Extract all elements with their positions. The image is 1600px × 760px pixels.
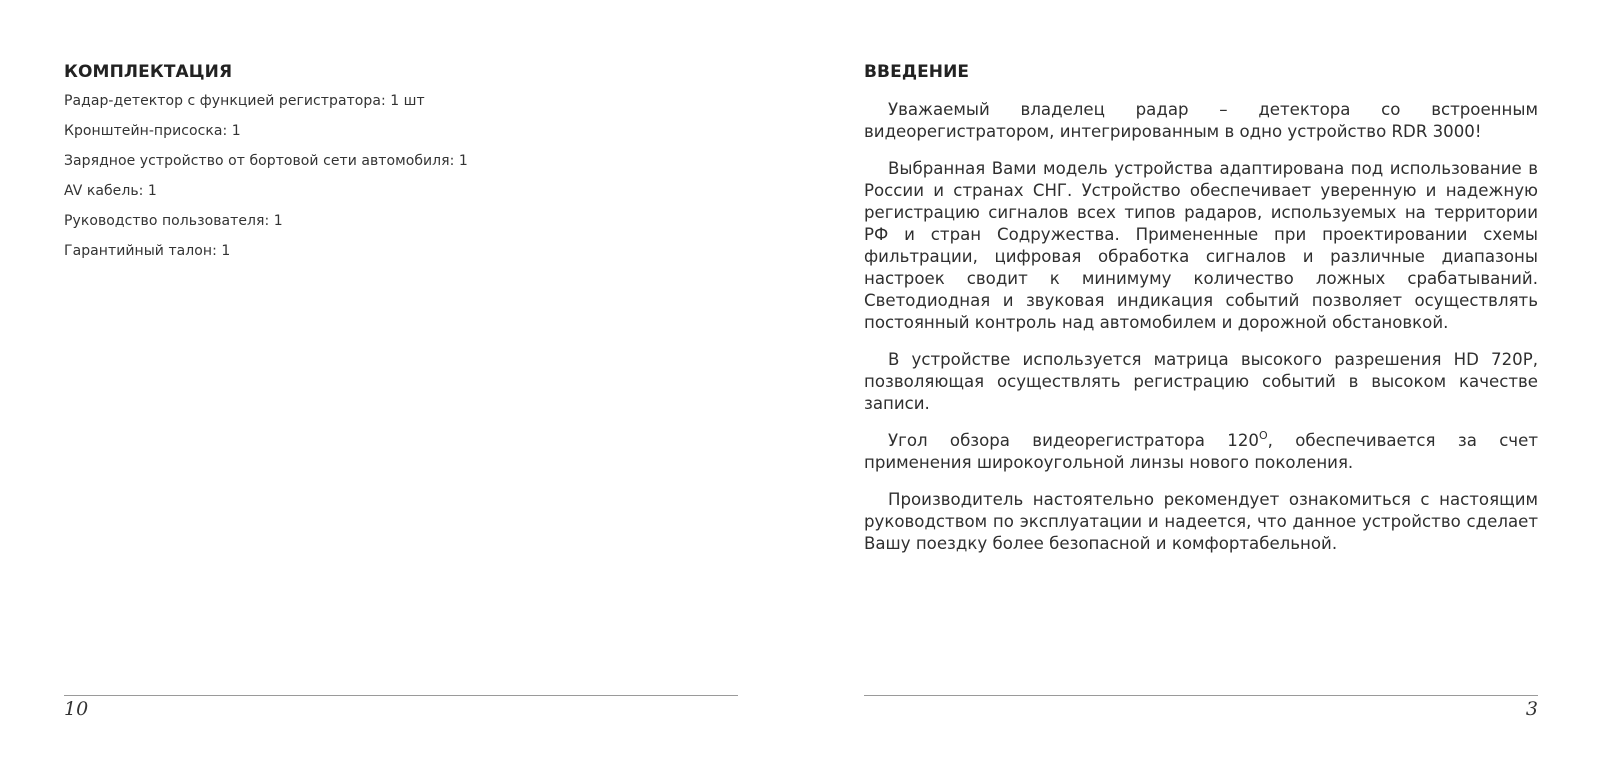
paragraph: Уважаемый владелец радар – детектора со встроенным видеорегистратором, интегрированным в одно устройство RDR 3000! <box>864 100 1538 141</box>
list-item: AV кабель: 1 <box>64 183 157 199</box>
list-item: Руководство пользователя: 1 <box>64 213 283 229</box>
page-number: 10 <box>64 698 89 720</box>
left-page <box>64 0 736 760</box>
footer-divider <box>64 695 738 696</box>
package-contents-list <box>64 93 468 273</box>
angle-text: Угол обзора видеорегистратора 120 <box>888 431 1259 450</box>
list-item: Кронштейн-присоска: 1 <box>64 123 241 139</box>
list-item: Радар-детектор с функцией регистратора: 1 шт <box>64 93 425 109</box>
paragraph: В устройстве используется матрица высокого разрешения HD 720P, позволяющая осуществлять регистрацию событий в высоком качестве записи. <box>864 350 1538 413</box>
list-item: Гарантийный талон: 1 <box>64 243 231 259</box>
paragraph: Выбранная Вами модель устройства адаптирована под использование в России и странах СНГ. Устройство обеспечивает уверенную и надежную регистрацию сигналов всех типов радаров, используемых на территории РФ и стран Содружества. Примененные при проектировании схемы фильтрации, цифровая обработка сигналов и различные диапазоны настроек сводит к минимуму количество ложных срабатываний. Светодиодная и звуковая индикация событий позволяет осуществлять постоянный контроль над автомобилем и дорожной обстановкой. <box>864 159 1538 332</box>
list-item: Зарядное устройство от бортовой сети автомобиля: 1 <box>64 153 468 169</box>
footer-divider <box>864 695 1538 696</box>
right-page <box>864 0 1536 760</box>
paragraph-viewing-angle <box>864 430 1538 474</box>
angle-text-continued: , обеспечивается за счет применения широкоугольной линзы нового поколения. <box>864 431 1538 472</box>
paragraph: Производитель настоятельно рекомендует ознакомиться с настоящим руководством по эксплуатации и надеется, что данное устройство сделает Вашу поездку более безопасной и комфортабельной. <box>864 490 1538 553</box>
page-number: 3 <box>1525 698 1538 720</box>
introduction-body <box>864 99 1538 570</box>
introduction-title: ВВЕДЕНИЕ <box>864 62 970 82</box>
package-contents-title: КОМПЛЕКТАЦИЯ <box>64 62 233 82</box>
degree-superscript: О <box>1258 429 1268 442</box>
